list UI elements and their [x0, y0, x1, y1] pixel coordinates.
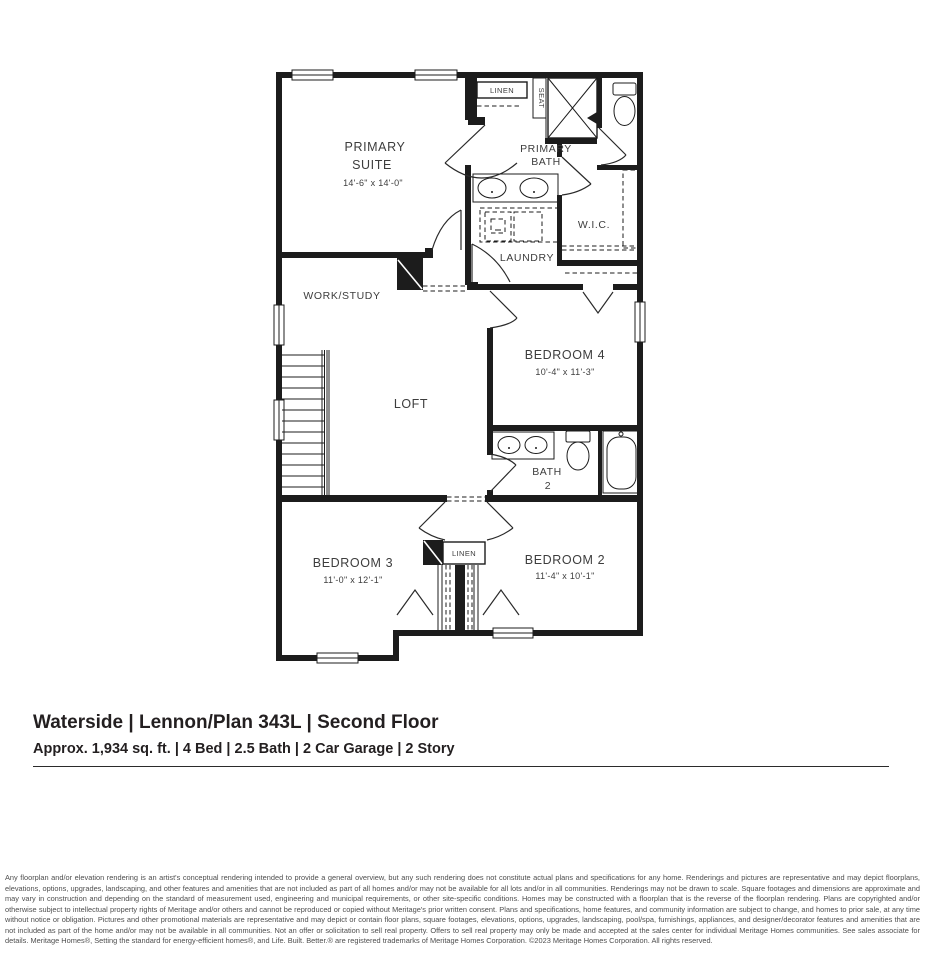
- room-label-primary-suite: PRIMARY: [344, 140, 406, 154]
- divider-line: [33, 766, 889, 767]
- room-dims-bedroom3: 11'-0" x 12'-1": [323, 575, 383, 585]
- bathtub: [603, 431, 640, 493]
- room-label-bath2-2: 2: [544, 480, 552, 492]
- room-label-bedroom2: BEDROOM 2: [524, 553, 606, 567]
- toilet-primary: [613, 83, 636, 126]
- washer-dryer: [480, 208, 558, 242]
- room-label-bath2: BATH: [532, 466, 562, 478]
- vanity-bath2: [492, 432, 554, 459]
- room-dims-bedroom4: 10'-4" x 11'-3": [535, 367, 595, 377]
- room-label-linen-top: LINEN: [489, 86, 515, 95]
- room-label-wic: W.I.C.: [577, 219, 611, 231]
- room-label-laundry: LAUNDRY: [499, 252, 555, 264]
- shower: [546, 78, 597, 138]
- staircase: [282, 350, 329, 495]
- room-label-primary-suite-2: SUITE: [352, 158, 392, 172]
- wic-shelving: [562, 170, 639, 250]
- room-label-work-study: WORK/STUDY: [303, 290, 381, 302]
- legal-disclaimer: Any floorplan and/or elevation rendering is an artist's conceptual rendering intended to provide a general overview, but any such rendering does not constitute actual plans and specifications for any home. Renderings and pictures are representative and may depict floorplans, elevations, options, upgrades, landscaping, and other features and amenities that are not included as part of all homes and/or may not be available for all lots and/or in all communities. Renderings may not be drawn to scale. Square footages and dimensions are approximate and may vary in construction and depending on the standard of measurement used, engineering and municipal requirements, or other site-specific conditions. Homes may be constructed with a floorplan that is the reverse of the floorplan rendering. Plans are copyrighted and/or otherwise subject to intellectual property rights of Meritage and/or others and cannot be reproduced or copied without Meritage's prior written consent. Plans and specifications, home features, and community information are subject to change, and homes to prior sale, at any time without notice or obligation. Pictures and other promotional materials are representative and may depict or contain floor plans, square footages, elevations, options, upgrades, landscaping, pool/spa, furnishings, appliances, and designer/decorator features and amenities that are not included as part of the home and/or may not be available in all communities. Not an offer or solicitation to sell real property. Offers to sell real property may only be made and accepted at the sales center for individual Meritage Homes communities. See sales associate for details. Meritage Homes®, Setting the standard for energy-efficient homes®, and Life. Built. Better.® are registered trademarks of Meritage Homes Corporation. ©2023 Meritage Homes Corporation. All rights reserved.: [5, 873, 920, 946]
- page-title: Waterside | Lennon/Plan 343L | Second Floor: [33, 712, 439, 733]
- room-label-loft: LOFT: [393, 397, 429, 411]
- floorplan-drawing: [265, 62, 657, 674]
- room-label-primary-bath-2: BATH: [531, 156, 561, 168]
- room-label-linen-bottom: LINEN: [451, 549, 477, 558]
- title-block: [33, 712, 455, 757]
- cased-openings: [423, 286, 485, 501]
- room-label-bedroom4: BEDROOM 4: [524, 348, 606, 362]
- room-label-primary-bath: PRIMARY: [520, 143, 572, 155]
- room-dims-bedroom2: 11'-4" x 10'-1": [535, 571, 595, 581]
- room-label-seat: SEAT: [537, 87, 546, 109]
- room-label-bedroom3: BEDROOM 3: [312, 556, 394, 570]
- room-dims-primary-suite: 14'-6" x 14'-0": [343, 178, 403, 188]
- page-subtitle: Approx. 1,934 sq. ft. | 4 Bed | 2.5 Bath | 2 Car Garage | 2 Story: [33, 741, 455, 757]
- toilet-bath2: [566, 431, 590, 470]
